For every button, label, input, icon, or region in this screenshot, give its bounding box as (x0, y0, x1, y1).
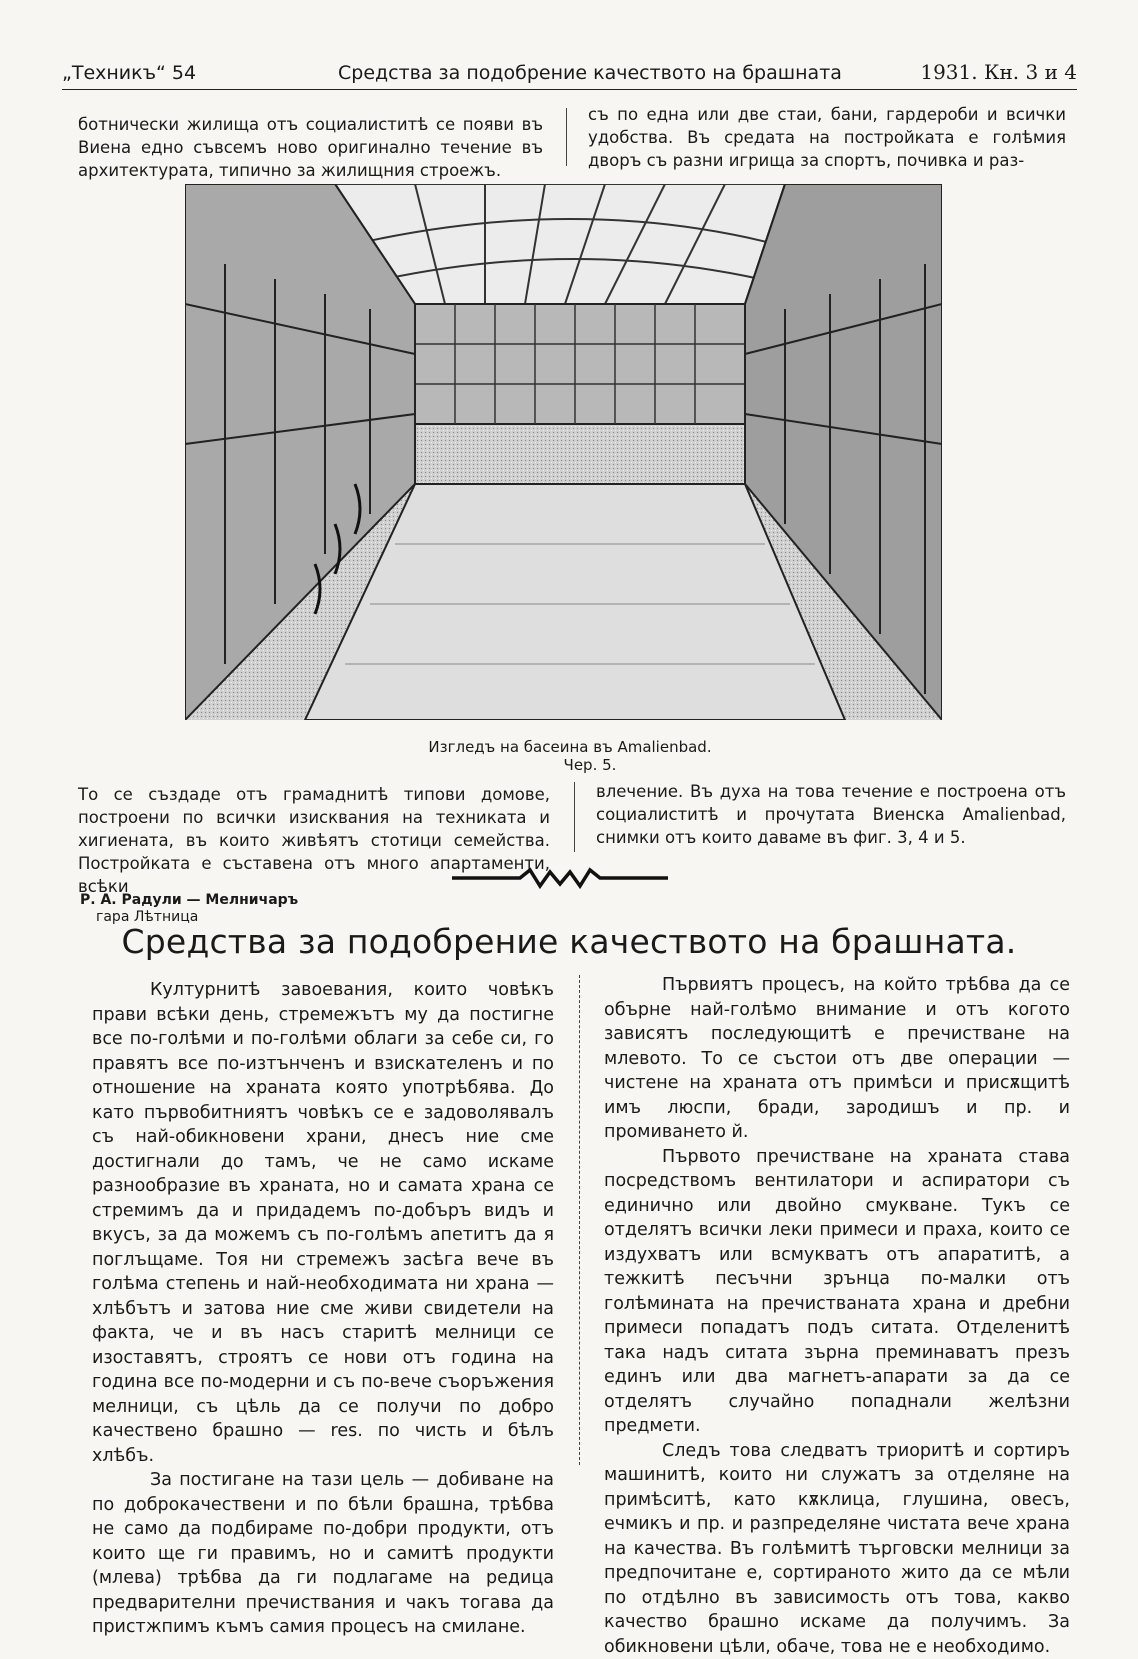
header-journal-page: „Техникъ“ 54 (62, 62, 196, 84)
wave-ornament-icon (452, 864, 668, 892)
column-divider-article (579, 975, 580, 1465)
running-header (62, 52, 1077, 92)
author-place: гара Лѣтница (96, 909, 298, 926)
mid-text-right: влечение. Въ духа на това течение е построена отъ социалиститѣ и прочутата Виенска Amalienbad, снимки отъ които даваме въ фиг. 3, 4 и 5. (596, 780, 1066, 849)
article-column-right (604, 973, 1070, 1659)
header-article-title: Средства за подобрение качеството на брашната (338, 62, 842, 84)
photo-caption: Изгледъ на басеина въ Amalienbad. Чер. 5. (370, 738, 770, 774)
swimming-hall-photo (185, 184, 942, 720)
column-divider-top (566, 108, 567, 166)
top-text-left: ботнически жилища отъ социалиститѣ се появи въ Виена едно съвсемъ ново оригинално течение въ архитектурата, типично за жилищния строежъ. (78, 113, 543, 182)
header-issue: 1931. Кн. 3 и 4 (920, 60, 1077, 84)
article-paragraph: Първото пречистване на храната става посредствомъ вентилатори и аспиратори съ единично или двойно смукване. Тукъ се отделятъ всички леки примеси и праха, които се издухватъ или всмукватъ отъ апаратитѣ, а тежкитѣ песъчни зрънца по-малки отъ голѣмината на пречистваната храна и дребни примеси попадатъ подъ ситата. Отделенитѣ така надъ ситата зърна преминаватъ презъ единъ или два магнетъ-апарати за да се отделятъ случайно попаднали желѣзни предмети. (604, 1145, 1070, 1439)
figure-label: Чер. 5. (410, 756, 770, 774)
article-paragraph: За постигане на тази цель — добиване на по доброкачествени и по бѣли брашна, трѣбва не само да подбираме по-добри продукти, отъ които ще ги правимъ, но и самитѣ продукти (млева) трѣбва да ги подлагаме на редица предварителни пречиствания и чакъ тогава да пристжпимъ къмъ самия процесъ на смилане. (92, 1468, 554, 1640)
column-divider-mid (574, 782, 575, 852)
article-paragraph: Първиятъ процесъ, на който трѣбва да се обърне най-голѣмо внимание и отъ когото зависятъ последующитѣ е пречистване на млевото. То се състои отъ две операции — чистене на храната отъ примѣси и присѫщитѣ имъ люспи, бради, зародишъ и пр. и промиването й. (604, 973, 1070, 1145)
top-text-right: съ по една или две стаи, бани, гардероби и всички удобства. Въ средата на постройката е голѣмия дворъ съ разни игрища за спортъ, почивка и раз- (588, 103, 1066, 172)
swimming-hall-photo-icon (185, 184, 942, 720)
article-paragraph: Следъ това следватъ триоритѣ и сортиръ машинитѣ, които ни служатъ за отделяне на примѣситѣ, като кѫклица, глушина, овесъ, ечмикъ и пр. и разпределяне чистата вече храна на качества. Въ голѣмитѣ търговски мелници за предпочитане е, сортираното жито да се мѣли по отдѣлно въ зависимость отъ това, какво качество брашно искаме да получимъ. За обикновени цѣли, обаче, това не е необходимо. (604, 1439, 1070, 1659)
article-title: Средства за подобрение качеството на брашната. (0, 922, 1138, 961)
article-column-left (92, 978, 554, 1640)
author-name: Р. А. Радули — Мелничаръ (80, 892, 298, 908)
mid-text-left: То се създаде отъ грамаднитѣ типови домове, построени по всички изисквания на техниката и хигиената, въ които живѣятъ стотици семейства. Постройката е съставена отъ много апартаменти, всѣки (78, 783, 550, 898)
article-author (80, 892, 298, 926)
header-rule (62, 89, 1077, 90)
article-paragraph: Културнитѣ завоевания, които човѣкъ прави всѣки день, стремежътъ му да постигне все по-голѣми и по-голѣми облаги за себе си, го правятъ все по-изтънченъ и взискателенъ и по отношение на храната която употрѣбява. До като първобитниятъ човѣкъ се е задоволявалъ съ най-обикновени храни, днесъ ние сме достигнали до тамъ, че не само искаме разнообразие въ храната, но и самата храна се стремимъ да и придадемъ по-добъръ видъ и вкусъ, за да можемъ съ по-голѣмъ апетитъ да я поглъщаме. Тоя ни стремежъ засѣга вече въ голѣма степень и най-необходимата ни храна — хлѣбътъ и затова ние сме живи свидетели на факта, че и въ насъ старитѣ мелници се изоставятъ, строятъ се нови отъ година на година все по-модерни и съ по-вече съоръжения мелници, съ цѣль да се получи по добро качествено брашно — res. по чисть и бѣлъ хлѣбъ. (92, 978, 554, 1468)
